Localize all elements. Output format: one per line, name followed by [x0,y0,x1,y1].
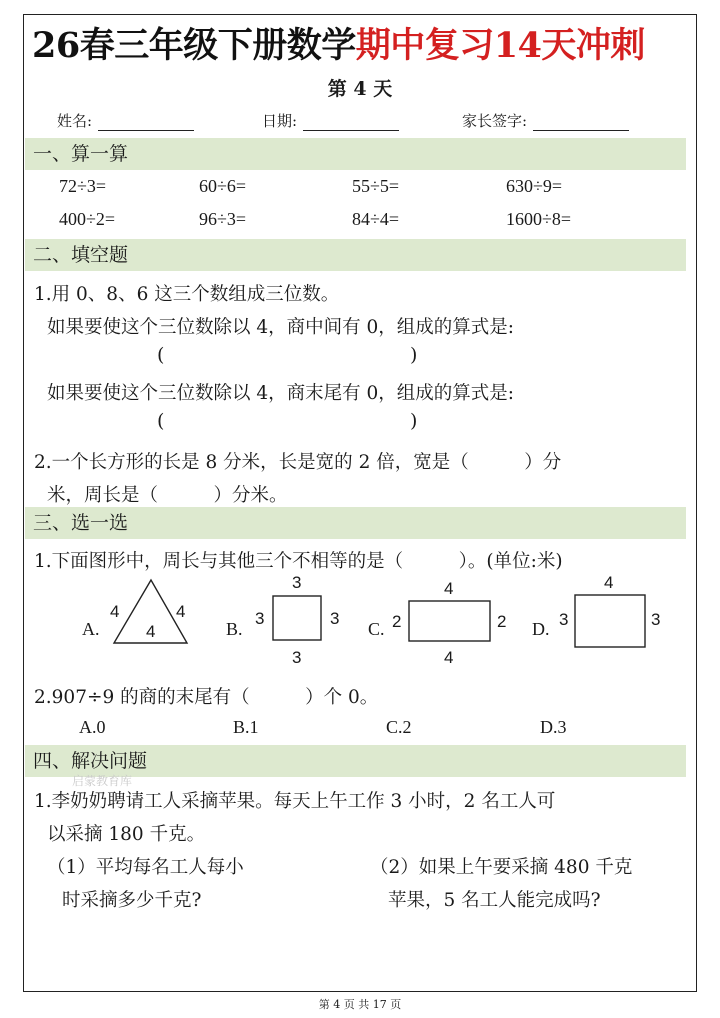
calc-item: 630÷9= [506,176,563,196]
choice-option: C.2 [386,717,412,737]
fig-b-top-length: 3 [292,573,302,592]
fig-c-left-length: 2 [392,612,402,631]
rectangle-d-shape [575,595,645,647]
name-label: 姓名: [57,112,93,130]
section-header-fill: 二、填空题 [25,239,686,271]
solve-part-2-line1: （2）如果上午要采摘 480 千克 [370,857,633,878]
section-header-solve: 四、解决问题 [25,745,686,777]
fig-d-left-length: 3 [559,610,569,629]
section-header-choice: 三、选一选 [25,507,686,539]
fig-d-top-length: 4 [604,573,614,592]
solve-question-1-line2: 以采摘 180 千克。 [47,824,206,845]
fig-b-label: B. [226,619,243,639]
calc-item: 1600÷8= [506,209,572,229]
solve-part-1-line2: 时采摘多少千克? [62,890,202,911]
solve-question-1-line1: 1.李奶奶聘请工人采摘苹果。每天上午工作 3 小时，2 名工人可 [34,791,556,812]
fig-a-label: A. [82,619,100,639]
calc-item: 55÷5= [352,176,400,196]
fig-b-bottom-length: 3 [292,648,302,667]
answer-paren-close: ) [410,344,418,366]
calc-item: 96÷3= [199,209,247,229]
fig-b-left-length: 3 [255,609,265,628]
choice-option: A.0 [79,717,106,737]
fig-d-label: D. [532,619,550,639]
title-red: 期中复习14天冲刺 [355,25,645,66]
choice-question-1: 1.下面图形中，周长与其他三个不相等的是（ ）。(单位:米) [34,551,563,572]
answer-paren-open: ( [157,410,165,432]
calc-item: 84÷4= [352,209,400,229]
fig-a-right-length: 4 [176,602,186,621]
solve-part-2-line2: 苹果，5 名工人能完成吗? [388,890,601,911]
fill-question-1a: 如果要使这个三位数除以 4，商中间有 0，组成的算式是: [47,317,515,338]
calc-item: 400÷2= [59,209,116,229]
rectangle-c-shape [409,601,490,641]
solve-part-1-line1: （1）平均每名工人每小 [47,857,244,878]
section-header-calc: 一、算一算 [25,138,686,170]
watermark: 启蒙教育库 [72,774,133,788]
calc-item: 60÷6= [199,176,247,196]
fig-b-right-length: 3 [330,609,340,628]
fill-question-1: 1.用 0、8、6 这三个数组成三位数。 [34,284,340,305]
fig-c-label: C. [368,619,385,639]
answer-paren-close: ) [410,410,418,432]
fig-c-bottom-length: 4 [444,648,454,667]
answer-paren-open: ( [157,344,165,366]
date-label: 日期: [262,112,298,130]
choice-question-2: 2.907÷9 的商的末尾有（ ）个 0。 [34,687,379,708]
fill-question-2-line1: 2.一个长方形的长是 8 分米，长是宽的 2 倍，宽是（ ）分 [34,452,562,473]
calc-item: 72÷3= [59,176,107,196]
choice-option: D.3 [540,717,567,737]
choice-option: B.1 [233,717,259,737]
fig-a-bottom-length: 4 [146,622,156,641]
square-shape [273,596,321,640]
title-black: 26春三年级下册数学 [32,25,356,66]
fill-question-2-line2: 米，周长是（ ）分米。 [47,485,288,506]
fig-d-right-length: 3 [651,610,661,629]
parent-signature-label: 家长签字: [462,112,528,130]
fill-question-1b: 如果要使这个三位数除以 4，商末尾有 0，组成的算式是: [47,383,515,404]
fig-c-right-length: 2 [497,612,507,631]
fig-c-top-length: 4 [444,579,454,598]
page-footer: 第 4 页 共 17 页 [318,998,402,1011]
day-label: 第 4 天 [327,78,393,100]
fig-a-left-length: 4 [110,602,120,621]
